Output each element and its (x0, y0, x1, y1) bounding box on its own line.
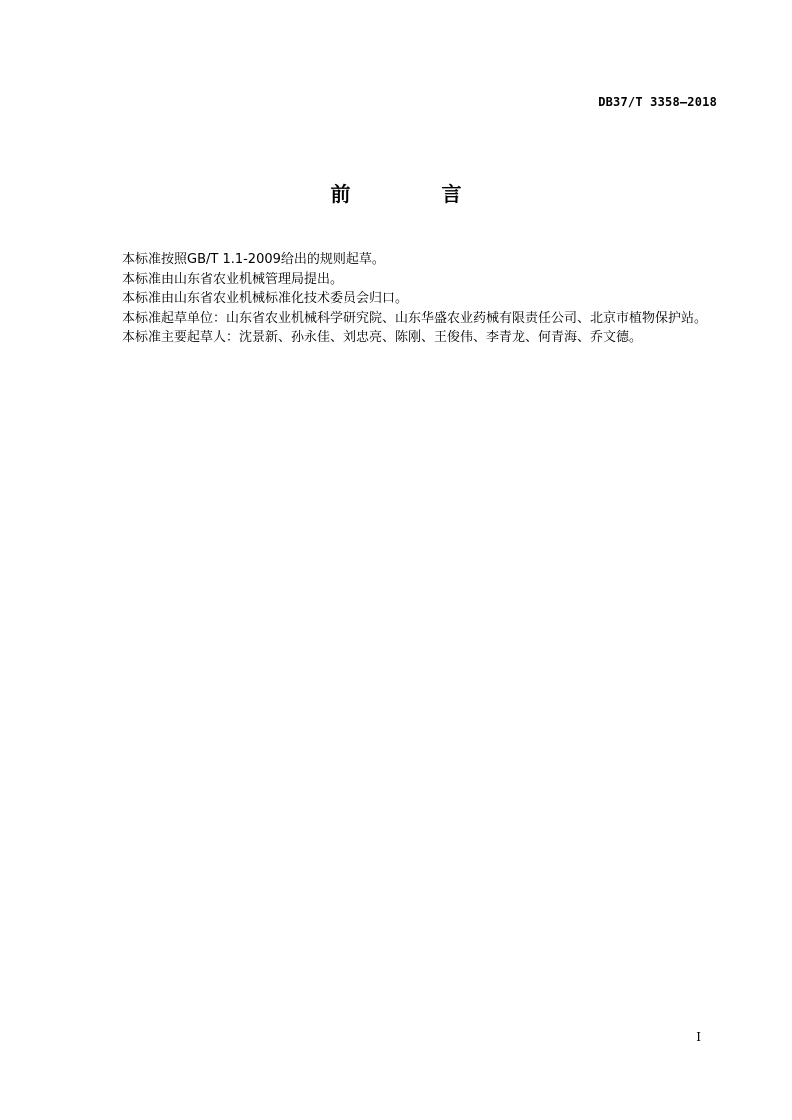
paragraph-drafting-units: 本标准起草单位：山东省农业机械科学研究院、山东华盛农业药械有限责任公司、北京市植物保护站。 (122, 310, 708, 326)
document-code: DB37/T 3358—2018 (598, 95, 717, 109)
foreword-body (85, 250, 721, 348)
page-number: I (696, 1030, 701, 1044)
paragraph-drafters: 本标准主要起草人：沈景新、孙永佳、刘忠亮、陈刚、王俊伟、李青龙、何青海、乔文德。 (122, 330, 643, 345)
paragraph-drafting-rules: 本标准按照GB/T 1.1-2009给出的规则起草。 (122, 252, 385, 267)
paragraph-proposer: 本标准由山东省农业机械管理局提出。 (122, 271, 344, 287)
section-title: 前 言 (330, 182, 504, 206)
paragraph-administrator: 本标准由山东省农业机械标准化技术委员会归口。 (122, 291, 409, 306)
